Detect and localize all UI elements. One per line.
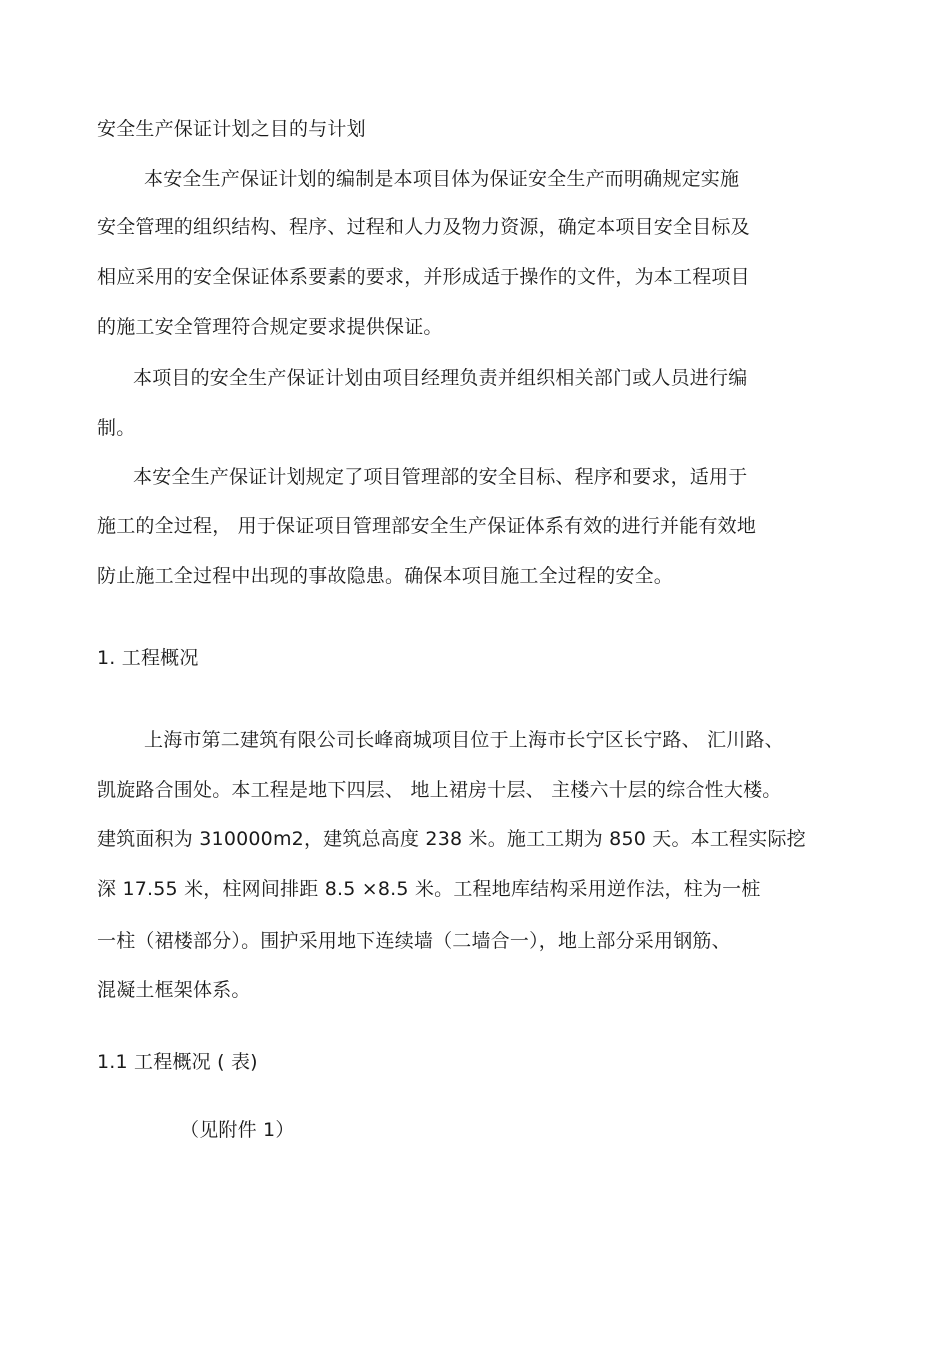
section1-line2: 凯旋路合围处。本工程是地下四层、 地上裙房十层、 主楼六十层的综合性大楼。 (97, 779, 782, 801)
intro-para3-line1: 本安全生产保证计划规定了项目管理部的安全目标、程序和要求，适用于 (133, 466, 748, 488)
intro-para2-line2: 制。 (97, 417, 136, 439)
intro-para3-line3: 防止施工全过程中出现的事故隐患。确保本项目施工全过程的安全。 (97, 565, 674, 587)
section1-line1: 上海市第二建筑有限公司长峰商城项目位于上海市长宁区长宁路、 汇川路、 (144, 729, 784, 751)
intro-para1-line2: 安全管理的组织结构、程序、过程和人力及物力资源，确定本项目安全目标及 (97, 216, 750, 238)
document-title: 安全生产保证计划之目的与计划 (97, 118, 366, 140)
attachment-note: （见附件 1） (180, 1119, 295, 1141)
section1-line6: 混凝土框架体系。 (97, 979, 251, 1001)
intro-para1-line1: 本安全生产保证计划的编制是本项目体为保证安全生产而明确规定实施 (144, 168, 740, 190)
section1-line3: 建筑面积为 310000m2，建筑总高度 238 米。施工工期为 850 天。本工程实际挖 (97, 828, 806, 850)
section1-1-heading: 1.1 工程概况 ( 表) (97, 1051, 258, 1073)
section1-line5: 一柱（裙楼部分）。围护采用地下连续墙（二墙合一），地上部分采用钢筋、 (97, 930, 731, 952)
section1-heading: 1. 工程概况 (97, 647, 199, 669)
intro-para1-line3: 相应采用的安全保证体系要素的要求，并形成适于操作的文件，为本工程项目 (97, 266, 750, 288)
intro-para1-line4: 的施工安全管理符合规定要求提供保证。 (97, 316, 443, 338)
section1-line4: 深 17.55 米，柱网间排距 8.5 ×8.5 米。工程地库结构采用逆作法，柱为一桩 (97, 878, 761, 900)
intro-para2-line1: 本项目的安全生产保证计划由项目经理负责并组织相关部门或人员进行编 (133, 367, 748, 389)
intro-para3-line2: 施工的全过程， 用于保证项目管理部安全生产保证体系有效的进行并能有效地 (97, 515, 757, 537)
